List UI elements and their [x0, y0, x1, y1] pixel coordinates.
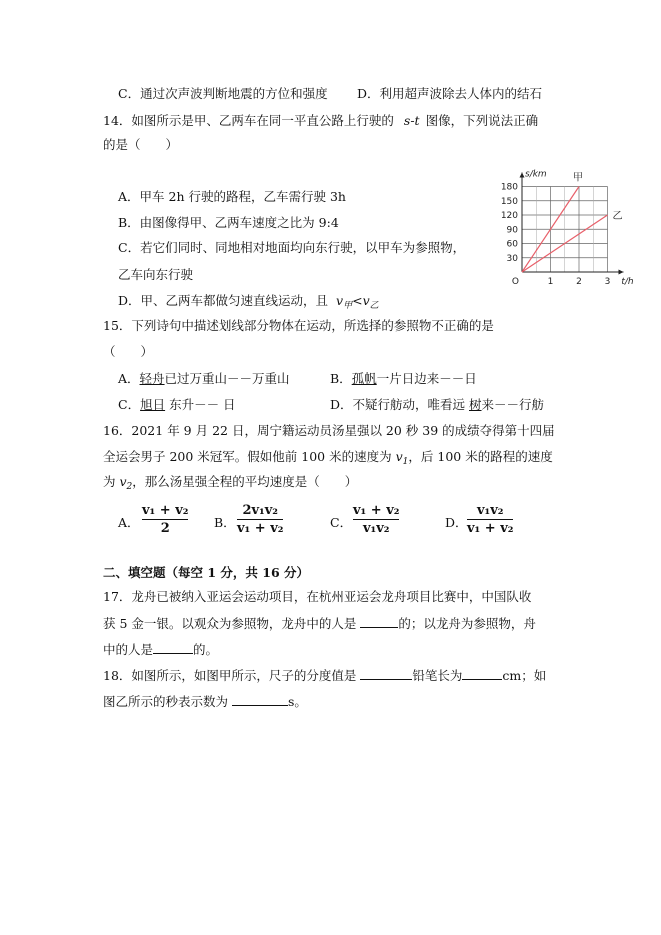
sub-jia: 甲	[343, 301, 353, 311]
q16-line3-text: 为	[103, 474, 120, 489]
q16-c-denominator: v₁v₂	[362, 521, 390, 536]
v-jia: v	[336, 293, 344, 308]
q17-blank-1[interactable]	[360, 615, 398, 628]
q14-option-a: A．甲车 2h 行驶的路程，乙车需行驶 3h	[118, 189, 346, 204]
y-tick-label: 120	[500, 211, 518, 221]
section-title-fill-in: 二、填空题（每空 1 分，共 16 分）	[103, 565, 310, 580]
sub-yi: 乙	[369, 301, 379, 311]
x-tick-label: 1	[547, 277, 554, 287]
fraction-bar	[353, 519, 399, 520]
q15-d-underlined: 树	[469, 397, 482, 412]
q15-a-underlined: 轻舟	[139, 371, 165, 386]
q16-d-numerator: v₁v₂	[476, 503, 504, 518]
fraction-bar	[142, 519, 188, 520]
q17-text-a: 获 5 金一银。以观众为参照物，龙舟中的人是	[103, 616, 361, 631]
q16-v2-sub: 2	[126, 482, 133, 492]
q15-c-text: 东升－－ 日	[165, 397, 236, 412]
q16-option-a-label: A．	[118, 515, 140, 530]
q16-line2-text: 全运会男子 200 米冠军。假如他前 100 米的速度为	[103, 449, 396, 464]
q17-text-b: 的；以龙舟为参照物，舟	[398, 616, 536, 631]
q17-blank-2[interactable]	[153, 641, 193, 654]
q15-stem-line2: （ ）	[103, 344, 154, 359]
q16-v1-sub: 1	[402, 457, 409, 467]
q14-option-d	[118, 293, 379, 314]
q15-b-underlined: 孤帆	[351, 371, 377, 386]
q16-b-numerator: 2v₁v₂	[242, 503, 278, 518]
q16-line2-end: ，后 100 米的路程的速度	[408, 449, 553, 464]
q16-option-c-fraction	[353, 503, 399, 536]
q16-option-d-label: D．	[445, 515, 468, 530]
x-axis-arrow	[619, 270, 624, 275]
q17-line3	[103, 641, 218, 658]
q14-stem-line1	[103, 113, 538, 129]
st-graph	[490, 160, 640, 290]
q15-d-text-end: 来－－行舫	[481, 397, 545, 412]
q14-option-b: B．由图像得甲、乙两车速度之比为 9:4	[118, 215, 339, 230]
q16-d-denominator: v₁ + v₂	[467, 521, 514, 536]
q15-c-underlined: 旭日	[140, 397, 166, 412]
x-tick-label: 2	[576, 277, 582, 287]
q17-text-d: 的。	[193, 642, 219, 657]
less-than: <	[352, 293, 363, 308]
y-tick-label: 180	[500, 182, 518, 193]
q16-line2	[103, 449, 553, 470]
y-tick-label: 150	[500, 196, 518, 207]
q15-option-d	[330, 397, 544, 413]
q14-stem-line2: 的是（ ）	[103, 137, 179, 152]
q15-option-b	[330, 371, 477, 387]
q14-option-d-text: D．甲、乙两车都做匀速直线运动，且	[118, 293, 329, 308]
y-tick-label: 60	[506, 239, 518, 250]
q16-v1: v	[395, 449, 403, 464]
q15-c-label: C．	[118, 397, 141, 412]
q18-text-e: s。	[287, 694, 307, 709]
q15-b-label: B．	[330, 371, 352, 386]
q16-b-denominator: v₁ + v₂	[237, 521, 284, 536]
y-tick-label: 30	[506, 253, 518, 264]
q16-c-numerator: v₁ + v₂	[353, 503, 400, 518]
q16-option-d-fraction	[467, 503, 513, 536]
q14-option-c-line2: 乙车向东行驶	[118, 267, 194, 282]
q15-d-text: D．不疑行舫动，唯看远	[330, 397, 469, 412]
q14-option-c-line1: C．若它们同时、同地相对地面均向东行驶，以甲车为参照物，	[118, 240, 466, 255]
q18-blank-3[interactable]	[232, 693, 288, 706]
q18-blank-1[interactable]	[360, 667, 412, 680]
graph-grid	[522, 187, 608, 273]
v-yi: v	[362, 293, 370, 308]
q15-option-c	[118, 397, 236, 413]
q18-text-d: 图乙所示的秒表示数为	[103, 694, 232, 709]
q14-stem-text: 14．如图所示是甲、乙两车在同一平直公路上行驶的	[103, 113, 394, 128]
origin-label: O	[511, 277, 519, 287]
series-label-yi: 乙	[612, 211, 623, 222]
q16-a-denominator: 2	[160, 521, 170, 536]
y-tick-label: 90	[506, 225, 518, 236]
q16-line3-end: ，那么汤星强全程的平均速度是（ ）	[132, 474, 358, 489]
q15-stem-line1: 15．下列诗句中描述划线部分物体在运动，所选择的参照物不正确的是	[103, 318, 494, 333]
q18-line2	[103, 693, 307, 710]
q13-option-c: C．通过次声波判断地震的方位和强度	[118, 86, 328, 101]
fraction-bar	[237, 519, 283, 520]
q17-line2	[103, 615, 536, 632]
q17-line1: 17．龙舟已被纳入亚运会运动项目，在杭州亚运会龙舟项目比赛中，中国队收	[103, 589, 532, 604]
q13-option-d: D．利用超声波除去人体内的结石	[357, 86, 543, 101]
q16-line3	[103, 474, 357, 495]
q16-option-a-fraction	[142, 503, 188, 536]
q15-b-text: 一片日边来－－日	[376, 371, 477, 386]
x-axis-label: t/h	[621, 277, 634, 287]
q16-v2: v	[119, 474, 127, 489]
q15-a-text: 已过万重山－－万重山	[164, 371, 290, 386]
fraction-bar	[467, 519, 513, 520]
q18-text-c: cm；如	[502, 668, 547, 683]
y-axis-label: s/km	[525, 169, 547, 180]
q18-line1	[103, 667, 546, 684]
q18-text-a: 18．如图所示，如图甲所示，尺子的分度值是	[103, 668, 361, 683]
q14-stem-end: 图像，下列说法正确	[425, 113, 539, 128]
q18-text-b: 铅笔长为	[412, 668, 463, 683]
q17-text-c: 中的人是	[103, 642, 154, 657]
graph-labels	[501, 170, 634, 288]
x-tick-label: 3	[604, 277, 611, 287]
q16-a-numerator: v₁ + v₂	[142, 503, 189, 518]
graph-axes	[520, 173, 624, 275]
q16-option-c-label: C．	[330, 515, 353, 530]
q16-option-b-fraction	[237, 503, 283, 536]
series-label-jia: 甲	[573, 172, 583, 184]
q14-st-symbol: s-t	[403, 113, 420, 128]
q15-a-label: A．	[118, 371, 140, 386]
q18-blank-2[interactable]	[462, 667, 502, 680]
q16-option-b-label: B．	[214, 515, 236, 530]
y-axis-arrow	[520, 173, 525, 178]
q16-line1: 16．2021 年 9 月 22 日，周宁籍运动员汤星强以 20 秒 39 的成绩夺得第十四届	[103, 423, 555, 438]
q15-option-a	[118, 371, 290, 387]
